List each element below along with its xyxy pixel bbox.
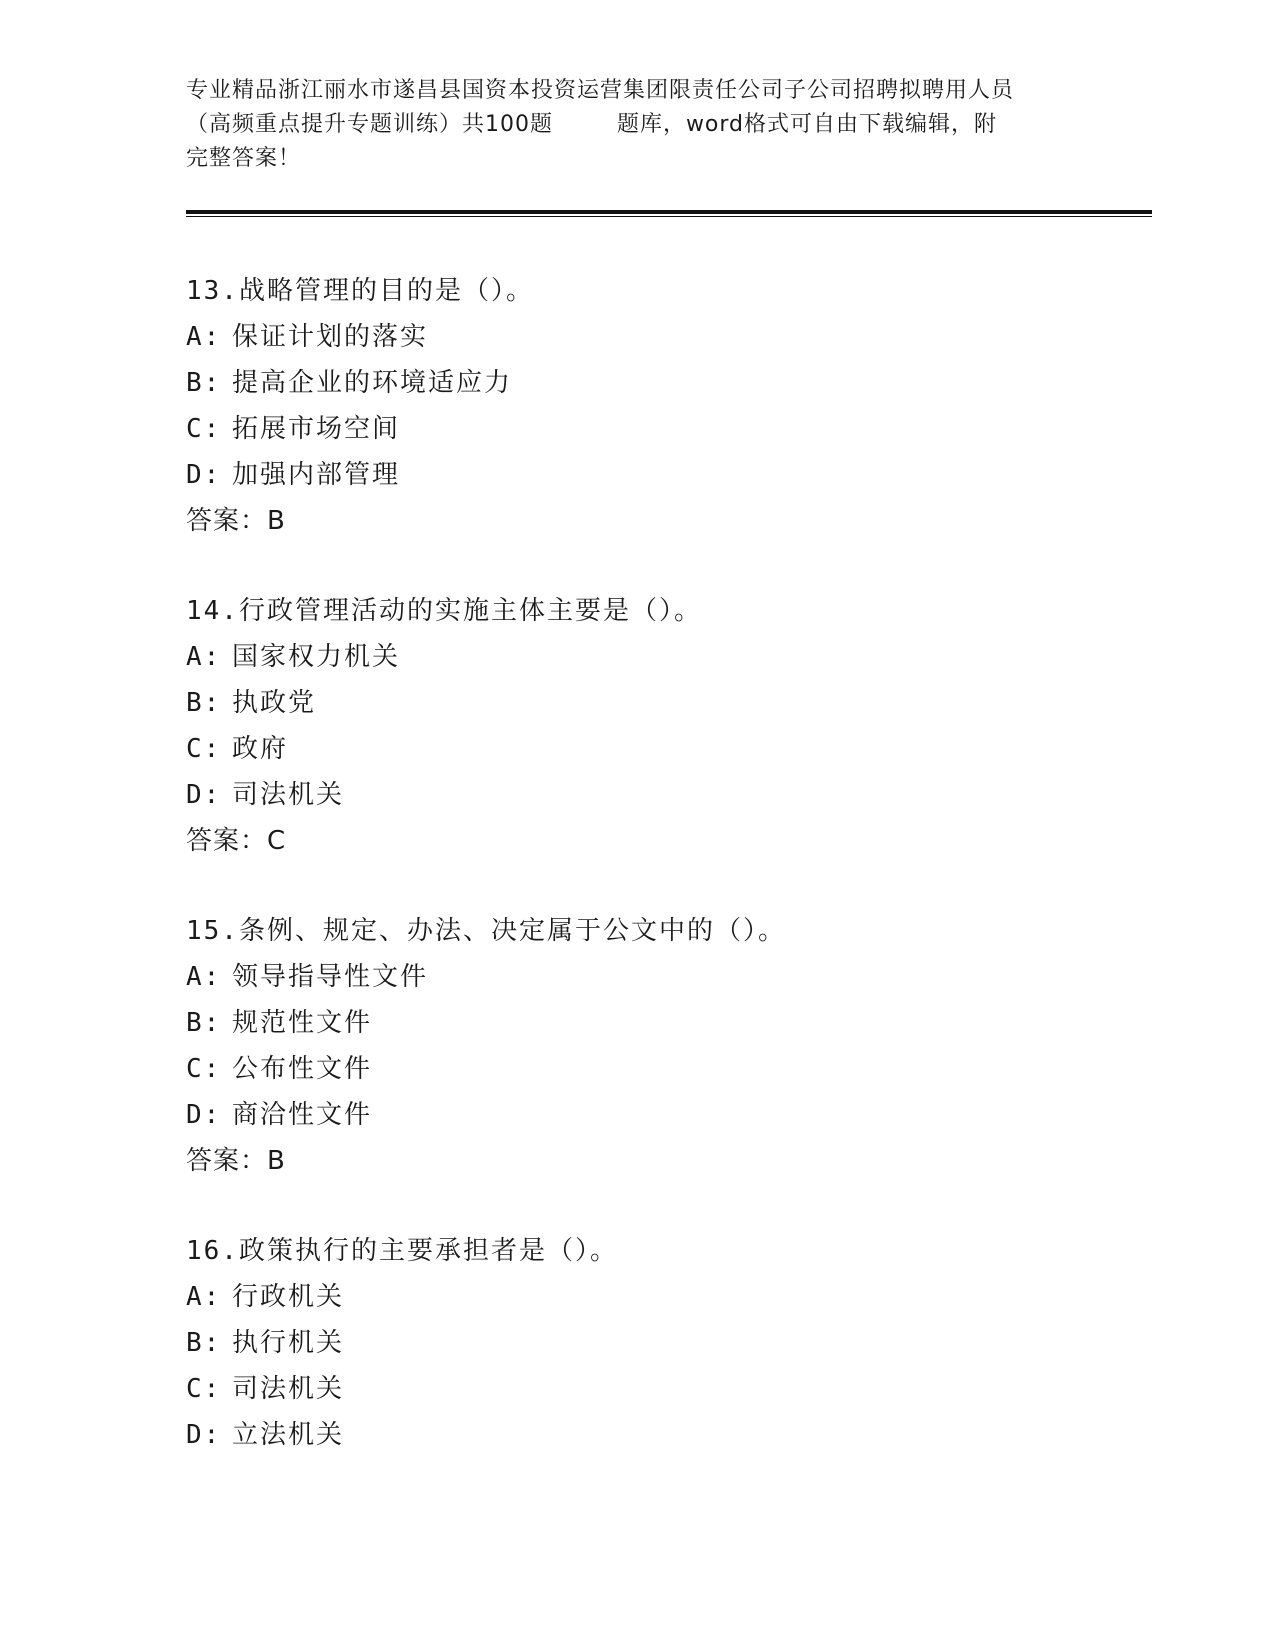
option-label: C:: [186, 1054, 222, 1084]
question-13: [186, 268, 1146, 544]
option-d: [186, 452, 1146, 498]
option-c: [186, 1366, 1146, 1412]
option-text: 加强内部管理: [232, 460, 401, 490]
option-text: 立法机关: [232, 1420, 345, 1450]
option-a: [186, 954, 1146, 1000]
option-label: C:: [186, 734, 222, 764]
option-b: [186, 360, 1146, 406]
option-label: A:: [186, 322, 222, 352]
option-c: [186, 1046, 1146, 1092]
header-divider-thick: [186, 210, 1152, 214]
option-text: 提高企业的环境适应力: [232, 368, 513, 398]
question-stem: 13.战略管理的目的是（）。: [186, 276, 534, 306]
option-text: 司法机关: [232, 1374, 345, 1404]
option-label: C:: [186, 1374, 222, 1404]
question-15: [186, 908, 1146, 1184]
question-list: [186, 268, 1146, 1502]
option-label: D:: [186, 1420, 222, 1450]
document-header: [186, 74, 1086, 176]
option-text: 国家权力机关: [232, 642, 401, 672]
header-line-3: 完整答案！: [186, 146, 302, 171]
option-label: B:: [186, 368, 222, 398]
option-label: B:: [186, 1328, 222, 1358]
option-text: 行政机关: [232, 1282, 345, 1312]
option-label: D:: [186, 1100, 222, 1130]
answer-line: 答案：C: [186, 826, 287, 856]
answer-line: 答案：B: [186, 1146, 286, 1176]
question-stem: 15.条例、规定、办法、决定属于公文中的（）。: [186, 916, 786, 946]
option-d: [186, 772, 1146, 818]
option-b: [186, 680, 1146, 726]
option-b: [186, 1000, 1146, 1046]
option-d: [186, 1412, 1146, 1458]
option-c: [186, 406, 1146, 452]
option-a: [186, 634, 1146, 680]
option-label: D:: [186, 460, 222, 490]
option-a: [186, 1274, 1146, 1320]
question-16: [186, 1228, 1146, 1458]
question-stem: 14.行政管理活动的实施主体主要是（）。: [186, 596, 702, 626]
option-b: [186, 1320, 1146, 1366]
option-text: 领导指导性文件: [232, 962, 429, 992]
option-a: [186, 314, 1146, 360]
option-text: 保证计划的落实: [232, 322, 429, 352]
answer-line: 答案：B: [186, 506, 286, 536]
option-label: B:: [186, 1008, 222, 1038]
option-text: 公布性文件: [232, 1054, 373, 1084]
option-text: 拓展市场空间: [232, 414, 401, 444]
option-c: [186, 726, 1146, 772]
option-label: D:: [186, 780, 222, 810]
header-divider-thin: [186, 216, 1152, 217]
option-text: 商洽性文件: [232, 1100, 373, 1130]
option-label: C:: [186, 414, 222, 444]
question-14: [186, 588, 1146, 864]
option-d: [186, 1092, 1146, 1138]
option-label: A:: [186, 1282, 222, 1312]
header-line-1: 专业精品浙江丽水市遂昌县国资本投资运营集团限责任公司子公司招聘拟聘用人员: [186, 78, 1015, 103]
option-text: 规范性文件: [232, 1008, 373, 1038]
header-line-2: （高频重点提升专题训练）共100题 题库，word格式可自由下载编辑，附: [186, 112, 998, 137]
question-stem: 16.政策执行的主要承担者是（）。: [186, 1236, 618, 1266]
option-text: 政府: [232, 734, 289, 764]
option-text: 执行机关: [232, 1328, 345, 1358]
option-label: A:: [186, 642, 222, 672]
option-text: 执政党: [232, 688, 317, 718]
option-text: 司法机关: [232, 780, 345, 810]
option-label: B:: [186, 688, 222, 718]
option-label: A:: [186, 962, 222, 992]
